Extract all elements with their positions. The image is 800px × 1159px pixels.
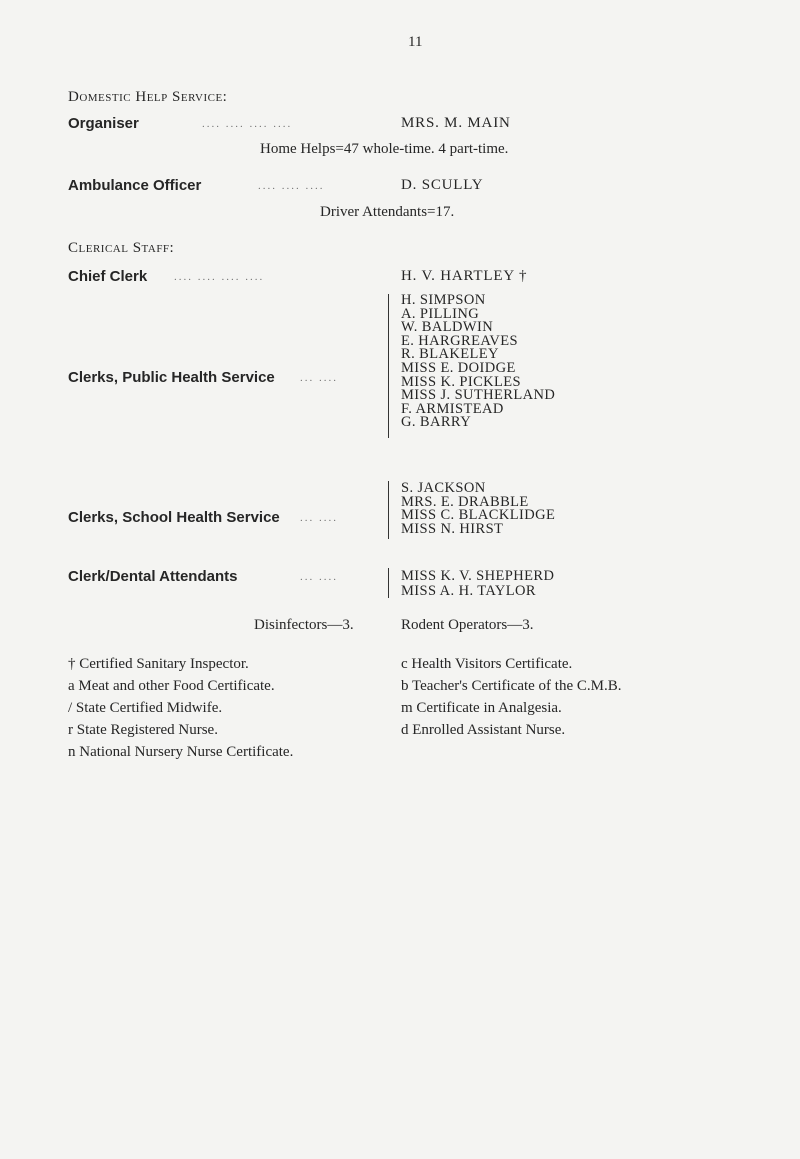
list-item: R. BLAKELEY <box>401 346 499 363</box>
rodent-operators-count: Rodent Operators—3. <box>401 617 534 633</box>
chief-clerk-name: H. V. HARTLEY † <box>401 268 528 284</box>
chief-clerk-dots: .... .... .... .... <box>174 271 265 283</box>
footnote-item: d Enrolled Assistant Nurse. <box>401 722 566 738</box>
footnote-item: n National Nursery Nurse Certificate. <box>68 744 294 760</box>
dental-brace <box>380 568 389 598</box>
list-item: MISS K. V. SHEPHERD <box>401 568 555 584</box>
ambulance-dots: .... .... .... <box>258 180 325 192</box>
domestic-help-heading: Domestic Help Service: <box>68 89 228 105</box>
disinfectors-count: Disinfectors—3. <box>254 617 354 633</box>
public-health-dots: ... .... <box>300 372 338 384</box>
chief-clerk-label: Chief Clerk <box>68 268 148 285</box>
list-item: MISS J. SUTHERLAND <box>401 387 556 404</box>
list-item: MISS K. PICKLES <box>401 373 522 390</box>
list-item: F. ARMISTEAD <box>401 400 504 417</box>
home-helps-count: Home Helps=47 whole-time. 4 part-time. <box>260 141 509 157</box>
ambulance-officer-label: Ambulance Officer <box>68 177 202 194</box>
clerks-public-health-label: Clerks, Public Health Service <box>68 369 275 386</box>
school-health-dots: ... .... <box>300 512 338 524</box>
list-item: MISS E. DOIDGE <box>401 359 516 376</box>
clerk-dental-attendants-label: Clerk/Dental Attendants <box>68 568 238 585</box>
list-item: MISS N. HIRST <box>401 520 504 537</box>
organiser-dots: .... .... .... .... <box>202 118 293 130</box>
public-health-names <box>401 294 555 430</box>
footnote-item: b Teacher's Certificate of the C.M.B. <box>401 678 622 694</box>
list-item: E. HARGREAVES <box>401 332 518 349</box>
list-item: W. BALDWIN <box>401 319 494 336</box>
list-item: G. BARRY <box>401 414 472 431</box>
list-item: A. PILLING <box>401 305 480 322</box>
footnote-item: m Certificate in Analgesia. <box>401 700 562 716</box>
footnotes-left <box>68 653 293 763</box>
footnotes-right <box>401 653 621 741</box>
footnote-item: r State Registered Nurse. <box>68 722 218 738</box>
ambulance-officer-name: D. SCULLY <box>401 177 484 193</box>
clerks-school-health-label: Clerks, School Health Service <box>68 509 280 526</box>
dental-names <box>401 569 554 599</box>
list-item: H. SIMPSON <box>401 292 486 308</box>
list-item: MISS A. H. TAYLOR <box>401 583 536 599</box>
list-item: S. JACKSON <box>401 480 486 496</box>
organiser-label: Organiser <box>68 115 139 132</box>
list-item: MISS C. BLACKLIDGE <box>401 507 556 524</box>
dental-dots: ... .... <box>300 571 338 583</box>
school-health-names <box>401 482 555 536</box>
clerical-staff-heading: Clerical Staff: <box>68 240 175 256</box>
footnote-item: / State Certified Midwife. <box>68 700 223 716</box>
list-item: MRS. E. DRABBLE <box>401 493 529 510</box>
public-health-brace <box>380 294 389 438</box>
organiser-name: MRS. M. MAIN <box>401 115 511 131</box>
driver-attendants-count: Driver Attendants=17. <box>320 204 455 220</box>
footnote-item: † Certified Sanitary Inspector. <box>68 656 249 672</box>
page-number: 11 <box>408 34 423 50</box>
footnote-item: c Health Visitors Certificate. <box>401 656 573 672</box>
footnote-item: a Meat and other Food Certificate. <box>68 678 275 694</box>
school-health-brace <box>380 481 389 539</box>
